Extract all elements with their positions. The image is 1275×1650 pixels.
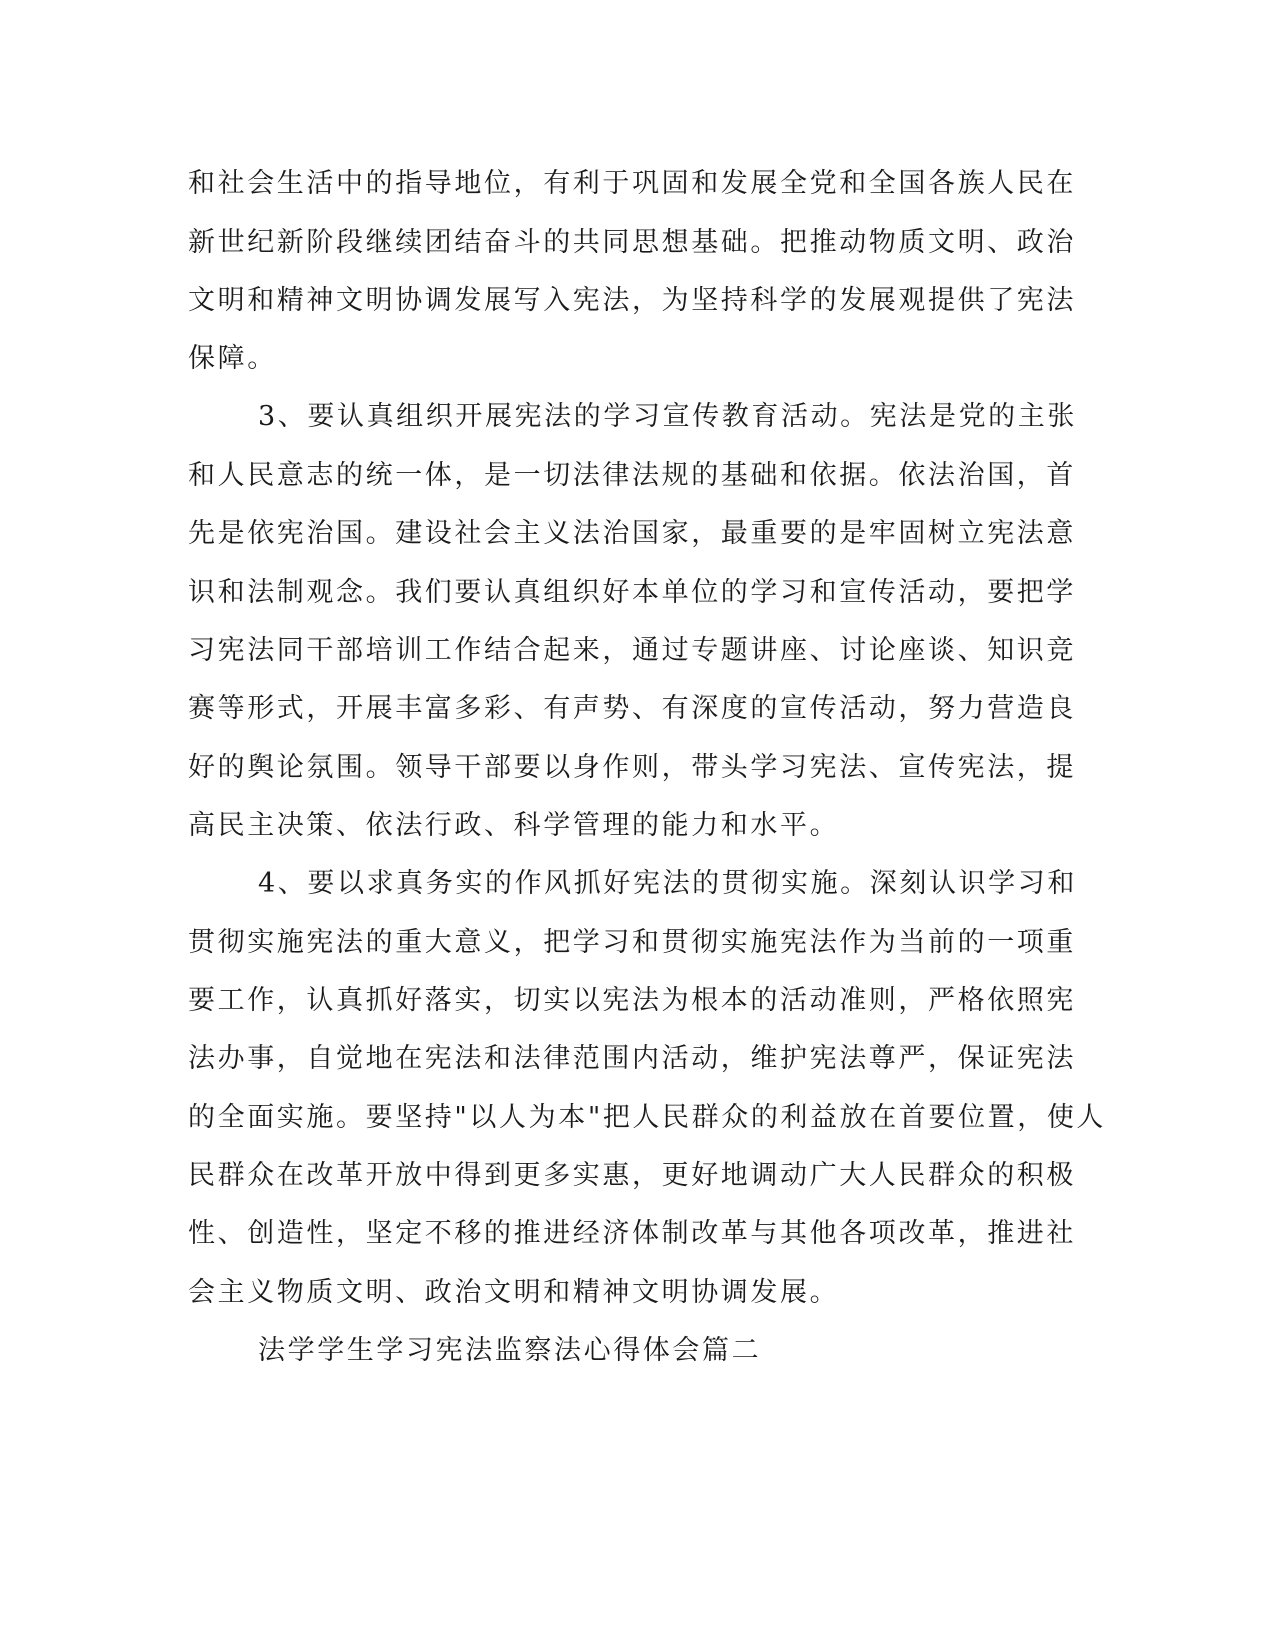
text-line: 要工作，认真抓好落实，切实以宪法为根本的活动准则，严格依照宪 xyxy=(188,985,1076,1016)
text-line: 和人民意志的统一体，是一切法律法规的基础和依据。依法治国，首 xyxy=(188,460,1076,491)
paragraph-4-first-line: 4、要以求真务实的作风抓好宪法的贯彻实施。深刻认识学习和 xyxy=(258,868,1077,899)
text-line: 的全面实施。要坚持"以人为本"把人民群众的利益放在首要位置，使人 xyxy=(188,1102,1107,1133)
text-line: 和社会生活中的指导地位，有利于巩固和发展全党和全国各族人民在 xyxy=(188,168,1076,199)
text-line: 法办事，自觉地在宪法和法律范围内活动，维护宪法尊严，保证宪法 xyxy=(188,1043,1076,1074)
paragraph-3-first-line: 3、要认真组织开展宪法的学习宣传教育活动。宪法是党的主张 xyxy=(258,401,1077,432)
text-line: 新世纪新阶段继续团结奋斗的共同思想基础。把推动物质文明、政治 xyxy=(188,227,1076,258)
text-line: 民群众在改革开放中得到更多实惠，更好地调动广大人民群众的积极 xyxy=(188,1160,1076,1191)
text-line: 赛等形式，开展丰富多彩、有声势、有深度的宣传活动，努力营造良 xyxy=(188,693,1076,724)
text-line: 文明和精神文明协调发展写入宪法，为坚持科学的发展观提供了宪法 xyxy=(188,285,1076,316)
text-line: 保障。 xyxy=(188,343,277,374)
text-line: 习宪法同干部培训工作结合起来，通过专题讲座、讨论座谈、知识竞 xyxy=(188,635,1076,666)
text-line: 高民主决策、依法行政、科学管理的能力和水平。 xyxy=(188,810,840,841)
text-line: 先是依宪治国。建设社会主义法治国家，最重要的是牢固树立宪法意 xyxy=(188,518,1076,549)
text-line: 性、创造性，坚定不移的推进经济体制改革与其他各项改革，推进社 xyxy=(188,1218,1076,1249)
text-line: 会主义物质文明、政治文明和精神文明协调发展。 xyxy=(188,1277,840,1308)
text-line: 好的舆论氛围。领导干部要以身作则，带头学习宪法、宣传宪法，提 xyxy=(188,752,1076,783)
section-heading: 法学学生学习宪法监察法心得体会篇二 xyxy=(258,1335,762,1366)
text-line: 贯彻实施宪法的重大意义，把学习和贯彻实施宪法作为当前的一项重 xyxy=(188,927,1076,958)
text-line: 识和法制观念。我们要认真组织好本单位的学习和宣传活动，要把学 xyxy=(188,577,1076,608)
